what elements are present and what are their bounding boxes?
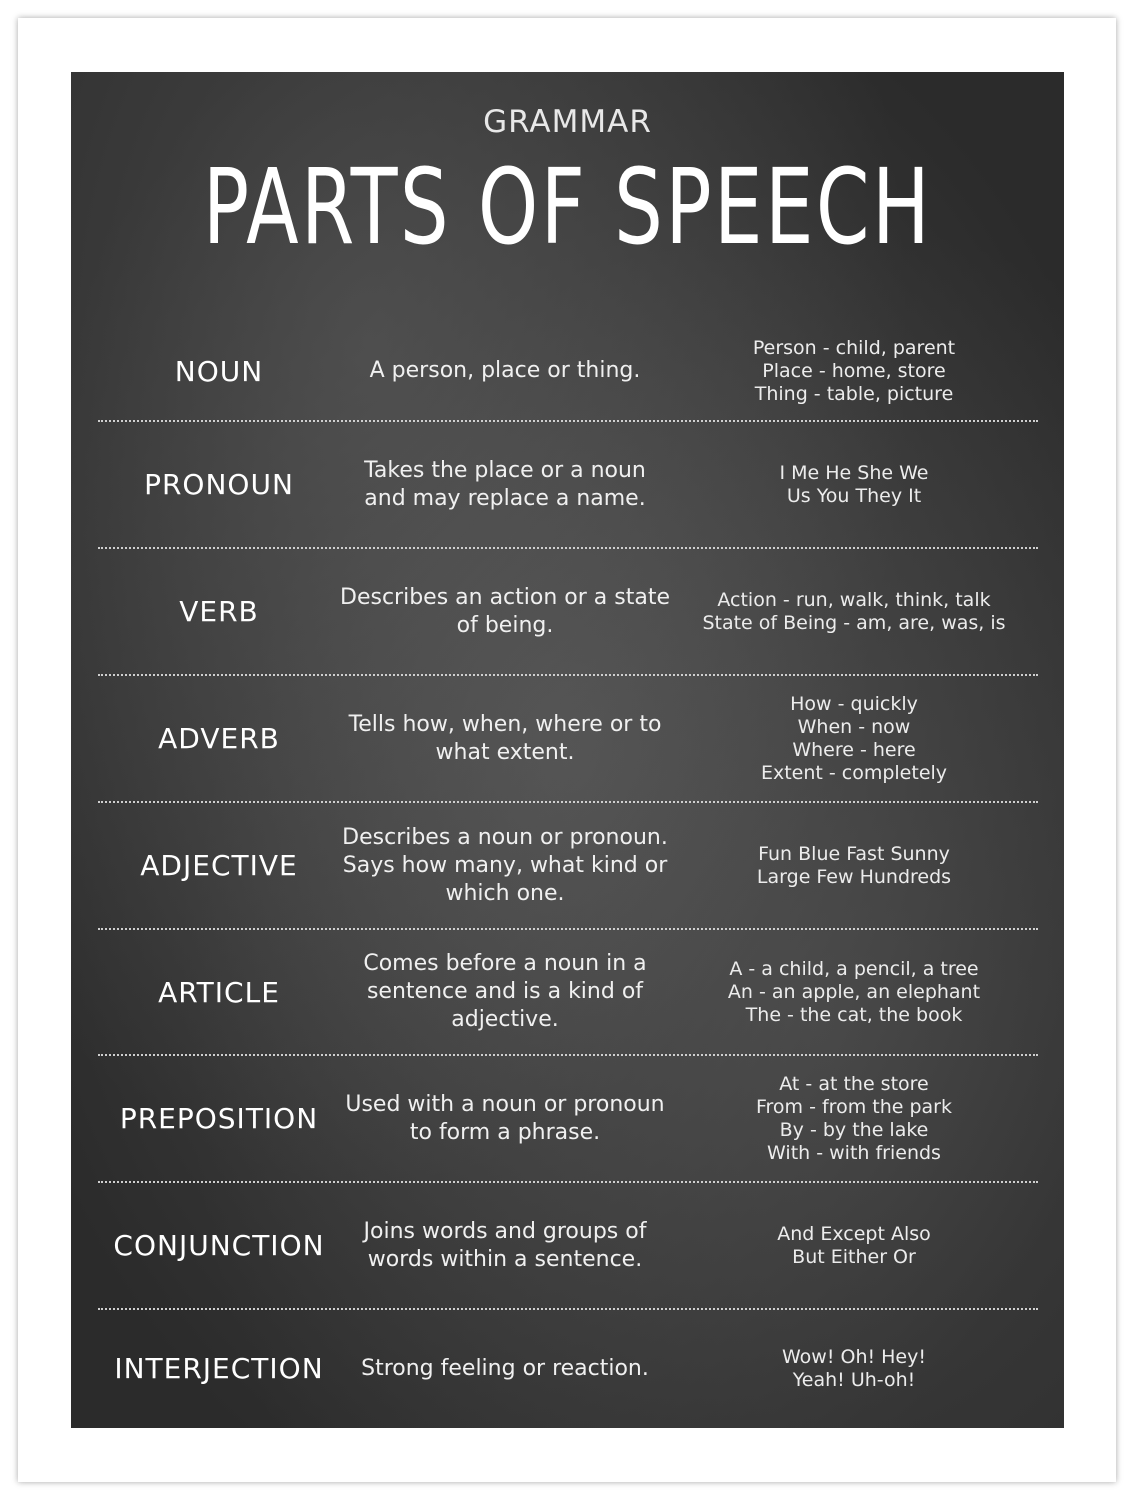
term-label: CONJUNCTION [113,1229,325,1262]
term-label: VERB [179,595,259,628]
definition-text: A person, place or thing. [369,358,641,383]
term-label: ADJECTIVE [140,849,298,882]
definition-text: Joins words and groups of words within a sentence. [363,1218,647,1272]
examples-text: At - at the store From - from the park By - by the lake With - with friends [755,1072,952,1164]
definition-text: Describes a noun or pronoun. Says how many, what kind or which one. [342,824,668,906]
row-interjection [98,1310,1038,1427]
row-noun [98,322,1038,422]
chalkboard-poster [71,72,1064,1428]
definition-text: Takes the place or a noun and may replace a name. [364,457,646,511]
term-label: NOUN [174,354,264,388]
term-label: ARTICLE [158,975,280,1009]
examples-text: Fun Blue Fast Sunny Large Few Hundreds [756,842,952,888]
definition-text: Tells how, when, where or to what extent. [348,711,662,765]
term-label: ADVERB [158,722,280,755]
definition-text: Comes before a noun in a sentence and is a kind of adjective. [363,951,647,1032]
examples-text: A - a child, a pencil, a tree An - an apple, an elephant The - the cat, the book [727,957,981,1026]
row-pronoun [98,422,1038,549]
row-adverb [98,676,1038,803]
definition-text: Describes an action or a state of being. [340,584,670,638]
examples-text: Person - child, parent Place - home, store Thing - table, picture [752,336,956,405]
row-conjunction [98,1183,1038,1310]
examples-text: How - quickly When - now Where - here Extent - completely [760,692,948,784]
examples-text: Action - run, walk, think, talk State of Being - am, are, was, is [702,588,1006,634]
row-adjective [98,803,1038,930]
row-verb [98,549,1038,676]
poster-title: PARTS OF SPEECH [202,146,933,268]
poster-subtitle: GRAMMAR [483,104,652,140]
term-label: PRONOUN [144,468,294,501]
term-label: PREPOSITION [119,1102,319,1135]
definition-text: Strong feeling or reaction. [361,1355,649,1381]
row-preposition [98,1056,1038,1183]
examples-text: I Me He She We Us You They It [779,461,929,507]
parts-of-speech-table [98,322,1038,1427]
examples-text: And Except Also But Either Or [777,1222,931,1268]
term-label: INTERJECTION [114,1352,324,1385]
examples-text: Wow! Oh! Hey! Yeah! Uh-oh! [782,1345,926,1391]
row-article [98,930,1038,1056]
definition-text: Used with a noun or pronoun to form a phrase. [345,1091,665,1145]
